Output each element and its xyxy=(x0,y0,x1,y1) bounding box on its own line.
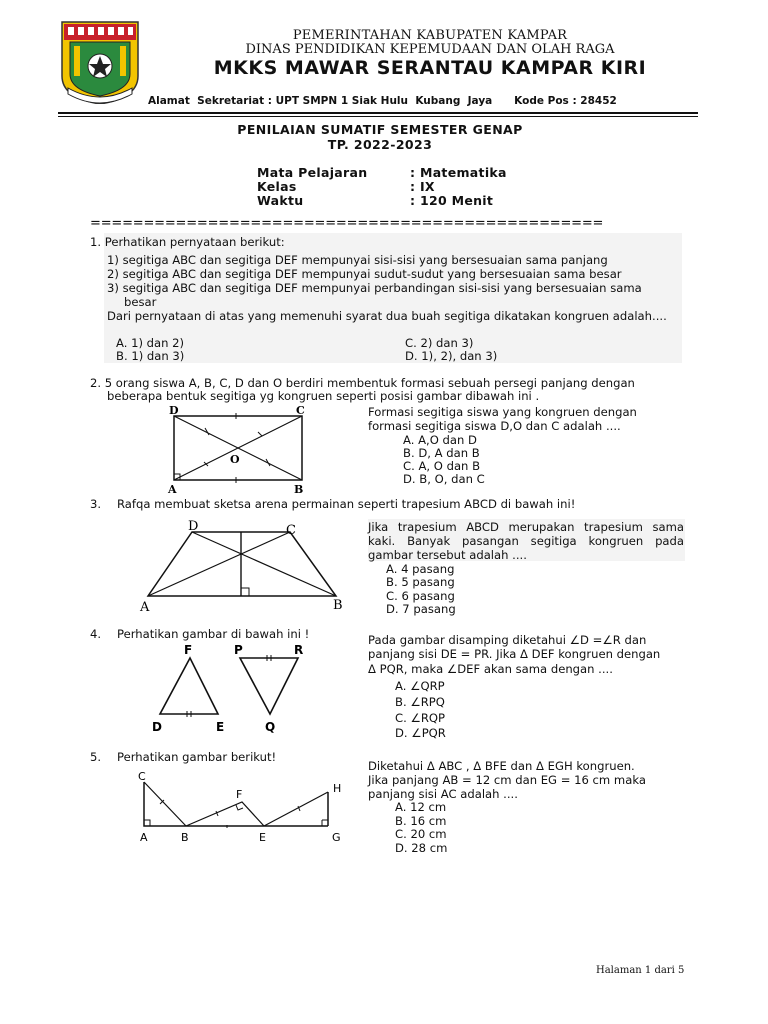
q3-label-c: C xyxy=(286,523,296,538)
q2-side-1: Formasi segitiga siswa yang kongruen dengan xyxy=(368,405,637,419)
q4-side-1: Pada gambar disamping diketahui ∠D =∠R dan xyxy=(368,633,647,647)
q4-label-p: P xyxy=(234,643,243,657)
q5-label-b: B xyxy=(181,831,189,844)
q1-option-b: B. 1) dan 3) xyxy=(116,349,185,363)
q5-label-g: G xyxy=(332,831,341,844)
header-line-3: MKKS MAWAR SERANTAU KAMPAR KIRI xyxy=(213,57,647,79)
header-address: Alamat Sekretariat : UPT SMPN 1 Siak Hulu Kubang Jaya Kode Pos : 28452 xyxy=(148,95,617,107)
q1-statement-1: 1) segitiga ABC dan segitiga DEF mempunyai sisi-sisi yang bersesuaian sama panjang xyxy=(107,253,608,267)
q5-side-2: Jika panjang AB = 12 cm dan EG = 16 cm maka xyxy=(368,773,646,787)
q2-option-b: B. D, A dan B xyxy=(403,446,480,460)
q5-label-a: A xyxy=(140,831,148,844)
q5-number: 5. xyxy=(90,750,102,764)
exam-year: TP. 2022-2023 xyxy=(327,137,433,152)
class-value: : IX xyxy=(410,179,435,194)
q2-stem-1: 2. 5 orang siswa A, B, C, D dan O berdiri membentuk formasi sebuah persegi panjang dengan xyxy=(90,376,635,390)
time-value: : 120 Menit xyxy=(410,193,494,208)
q2-option-a: A. A,O dan D xyxy=(403,433,477,447)
q3-option-d: D. 7 pasang xyxy=(386,602,456,616)
exam-title xyxy=(180,122,580,152)
q4-side-2: panjang sisi DE = PR. Jika Δ DEF kongruen dengan xyxy=(368,647,661,661)
q2-label-c: C xyxy=(296,404,305,417)
q5-option-c: C. 20 cm xyxy=(395,827,447,841)
q2-label-b: B xyxy=(294,483,304,494)
q2-option-c: C. A, O dan B xyxy=(403,459,481,473)
header-rule-thick xyxy=(58,112,698,114)
header-rule-thin xyxy=(58,116,698,117)
q4-option-b: B. ∠RPQ xyxy=(395,695,445,709)
q4-label-q: Q xyxy=(265,720,276,734)
q1-option-d: D. 1), 2), dan 3) xyxy=(405,349,498,363)
q5-triangles-figure xyxy=(130,768,355,848)
q3-side: Jika trapesium ABCD merupakan trapesium sama kaki. Banyak pasangan segitiga kongruen pada gambar tersebut adalah .... xyxy=(368,520,684,562)
q2-rectangle-figure xyxy=(160,402,320,494)
q5-side-1: Diketahui Δ ABC , Δ BFE dan Δ EGH kongruen. xyxy=(368,759,635,773)
q1-statement-2: 2) segitiga ABC dan segitiga DEF mempunyai sudut-sudut yang bersesuaian sama besar xyxy=(107,267,622,281)
q4-label-d: D xyxy=(152,720,162,734)
q4-label-f: F xyxy=(184,643,193,657)
q5-label-h: H xyxy=(333,782,342,795)
q3-label-d: D xyxy=(188,519,199,534)
q3-label-b: B xyxy=(333,598,343,613)
q3-label-a: A xyxy=(140,600,150,614)
q1-statement-3: 3) segitiga ABC dan segitiga DEF mempunyai perbandingan sisi-sisi yang bersesuaian sama xyxy=(107,281,642,295)
q3-stem: Rafqa membuat sketsa arena permainan seperti trapesium ABCD di bawah ini! xyxy=(117,497,576,511)
q5-label-e: E xyxy=(259,831,266,844)
q1-statement-3-cont: besar xyxy=(124,295,157,309)
q5-label-f: F xyxy=(236,788,243,801)
subject-label: Mata Pelajaran xyxy=(257,165,368,180)
q3-option-c: C. 6 pasang xyxy=(386,589,455,603)
page-number: Halaman 1 dari 5 xyxy=(596,965,685,976)
header-line-1: PEMERINTAHAN KABUPATEN KAMPAR xyxy=(292,28,568,43)
subject-value: : Matematika xyxy=(410,165,507,180)
q2-option-d: D. B, O, dan C xyxy=(403,472,485,486)
q5-stem: Perhatikan gambar berikut! xyxy=(117,750,277,764)
q3-number: 3. xyxy=(90,497,102,511)
q4-option-c: C. ∠RQP xyxy=(395,711,446,725)
q5-option-d: D. 28 cm xyxy=(395,841,448,855)
q5-label-c: C xyxy=(138,770,146,783)
header-line-2: DINAS PENDIDIKAN KEPEMUDAAN DAN OLAH RAGA xyxy=(245,42,615,57)
q3-option-a: A. 4 pasang xyxy=(386,562,455,576)
q1-stem: 1. Perhatikan pernyataan berikut: xyxy=(90,235,285,249)
q4-label-r: R xyxy=(294,643,304,657)
q2-label-a: A xyxy=(168,483,177,494)
q4-stem: Perhatikan gambar di bawah ini ! xyxy=(117,627,310,641)
q2-label-d: D xyxy=(169,404,179,417)
q4-option-a: A. ∠QRP xyxy=(395,679,445,693)
q3-trapezoid-figure xyxy=(138,518,350,614)
q2-stem-2: beberapa bentuk segitiga yg kongruen seperti posisi gambar dibawah ini . xyxy=(107,389,540,403)
q5-side-3: panjang sisi AC adalah .... xyxy=(368,787,518,801)
q2-side-2: formasi segitiga siswa D,O dan C adalah .... xyxy=(368,419,621,433)
q2-label-o: O xyxy=(230,453,240,466)
q4-number: 4. xyxy=(90,627,102,641)
separator-line: ================================================ xyxy=(90,216,604,231)
q1-option-a: A. 1) dan 2) xyxy=(116,336,185,350)
q1-question: Dari pernyataan di atas yang memenuhi syarat dua buah segitiga dikatakan kongruen adalah.... xyxy=(107,309,667,323)
class-label: Kelas xyxy=(257,179,297,194)
q5-option-a: A. 12 cm xyxy=(395,800,447,814)
time-label: Waktu xyxy=(257,193,304,208)
q1-option-c: C. 2) dan 3) xyxy=(405,336,474,350)
q4-side-3: Δ PQR, maka ∠DEF akan sama dengan .... xyxy=(368,662,613,676)
q3-option-b: B. 5 pasang xyxy=(386,575,455,589)
q5-option-b: B. 16 cm xyxy=(395,814,447,828)
q4-triangles-figure xyxy=(148,638,318,738)
exam-title-line: PENILAIAN SUMATIF SEMESTER GENAP xyxy=(237,122,523,137)
q4-option-d: D. ∠PQR xyxy=(395,726,446,740)
q4-label-e: E xyxy=(216,720,225,734)
